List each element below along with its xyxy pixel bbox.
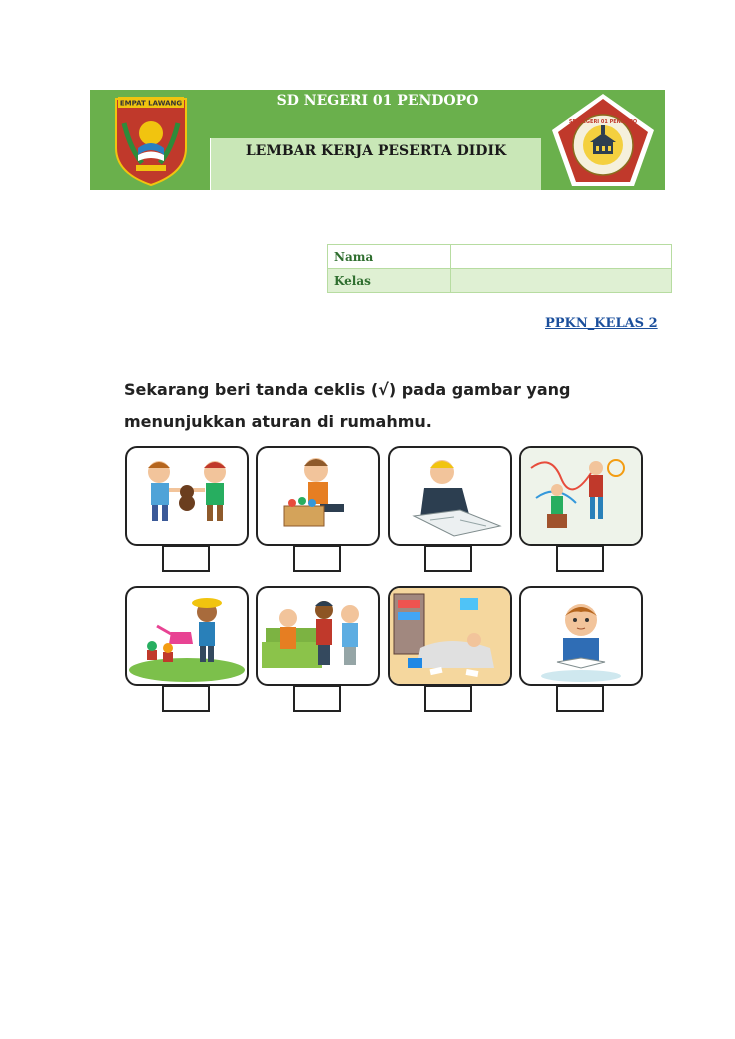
boy-reading-book-icon [521,588,641,684]
checkbox-3[interactable] [424,545,472,572]
svg-text:EMPAT LAWANG: EMPAT LAWANG [119,99,183,108]
checkbox-5[interactable] [162,685,210,712]
class-row [328,269,672,293]
sheet-title: LEMBAR KERJA PESERTA DIDIK [245,143,507,159]
school-logo [550,92,656,188]
checkbox-2[interactable] [293,545,341,572]
class-field[interactable] [451,269,672,293]
subject-label: PPKN_KELAS 2 [545,316,658,331]
picture-card-1 [125,446,249,546]
boy-watering-plants-icon [127,588,247,684]
name-row [328,245,672,269]
kids-on-sofa-icon [258,588,378,684]
kids-drawing-on-wall-icon [521,448,641,544]
checkbox-4[interactable] [556,545,604,572]
svg-text:SD NEGERI 01 PENDOPO: SD NEGERI 01 PENDOPO [568,119,638,125]
header-banner [90,90,665,190]
school-name: SD NEGERI 01 PENDOPO [276,93,479,109]
name-field[interactable] [451,245,672,269]
boy-tidying-toys-icon [258,448,378,544]
name-label: Nama [328,245,451,269]
empat-lawang-logo [112,93,190,186]
children-fighting-over-toy-icon [127,448,247,544]
messy-room-icon [390,588,510,684]
picture-card-5 [125,586,249,686]
class-label: Kelas [328,269,451,293]
picture-card-3 [388,446,512,546]
sheet-title-box [210,138,541,190]
instruction-text: Sekarang beri tanda ceklis (√) pada gambar yang menunjukkan aturan di rumahmu. [124,380,571,431]
picture-card-7 [388,586,512,686]
picture-card-4 [519,446,643,546]
picture-card-6 [256,586,380,686]
checkbox-7[interactable] [424,685,472,712]
picture-card-2 [256,446,380,546]
checkbox-6[interactable] [293,685,341,712]
checkbox-8[interactable] [556,685,604,712]
checkbox-1[interactable] [162,545,210,572]
boy-studying-icon [390,448,510,544]
student-info-table [327,244,672,293]
picture-card-8 [519,586,643,686]
